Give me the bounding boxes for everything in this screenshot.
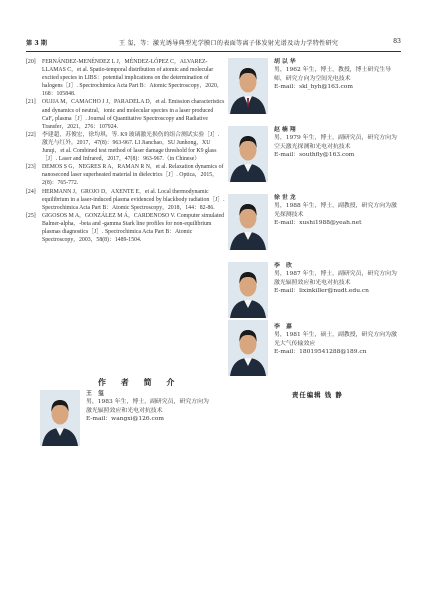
- author-email: E-mail：skl_hyh@163.com: [274, 83, 353, 90]
- author-bio: [274, 126, 402, 159]
- reference-text: OUJJA M，CAMACHO J J，PARADELA D，et al. Emission characteristics and dynamics of neutral，ionic and molecular species in a laser produced CaF₂ plasma［J］. Journal of Quantitative Spectroscopy and Radiative Transfer，2021，276：107924.: [42, 99, 225, 130]
- author-bio: [86, 390, 210, 423]
- reference-number: [24]: [26, 188, 36, 195]
- reference-number: [20]: [26, 59, 36, 65]
- reference-item: [26, 163, 226, 187]
- author-description: 男，1983 年生，博士，副研究员，研究方向为激光辐照效应和光电对抗技术: [86, 399, 209, 414]
- responsible-editor: 责任编辑 钱 静: [292, 391, 343, 399]
- author-photo: [228, 126, 268, 182]
- reference-number: [23]: [26, 164, 36, 171]
- running-head-title: 王 玺，等：激光诱导典型光学膜口的表面等离子体发射光谱及动力学特性研究: [118, 40, 339, 47]
- author-photo: [228, 262, 268, 318]
- author-photo: [40, 390, 80, 446]
- author-description: 男，1988 年生，博士，副教授，研究方向为激光探测技术: [274, 203, 397, 218]
- author-name: 徐世龙: [274, 194, 298, 201]
- reference-item: [26, 131, 226, 163]
- author-name: 王 玺: [86, 390, 106, 397]
- author-email: E-mail：18019541288@189.cn: [274, 348, 367, 355]
- author-bio: [274, 323, 402, 356]
- author-description: 男，1987 年生，博士，副研究员，研究方向为激光辐照效应和光电对抗技术: [274, 271, 397, 286]
- author-photo: [228, 320, 268, 376]
- reference-list: [26, 58, 226, 244]
- author-email: E-mail：xushi1988@yeah.net: [274, 219, 362, 226]
- author-email: E-mail：southfly@163.com: [274, 151, 355, 158]
- author-name: 赵楠翔: [274, 126, 298, 133]
- author-description: 男，1981 年生，硕士，副教授，研究方向为激光大气传输效应: [274, 332, 397, 347]
- reference-text: GIGOSOS M A，GONZÁLEZ M Á，CARDENOSO V. Computer simulated Balmer-alpha，-beta and -gamma Stark line profiles for non-equilibrium plasmas diagnostics［J］. Spectrochimica Acta Part B：Atomic Spectroscopy，2003，58(8)：1489-1504.: [42, 212, 225, 244]
- portrait-photo-icon: [228, 262, 268, 318]
- reference-item: [26, 188, 226, 212]
- reference-text: 李建超，苏俊宏，徐均琪，等. K9 玻璃激光损伤的组合测试实验［J］. 激光与红外，2017，47(8)：963-967. LI Jianchao，SU Junhong，XU Junqi，et al. Combined test method of laser damage threshold for K9 glass［J］. Laser and Infrared，2017，47(8)：963-967.（in Chinese）: [42, 131, 220, 163]
- author-photo: [228, 58, 268, 114]
- header-rule: [26, 51, 401, 52]
- author-photo: [228, 194, 268, 250]
- page-number: 83: [393, 38, 401, 45]
- author-description: 男，1962 年生，博士，教授，博士研究生导师，研究方向为空间光电技术: [274, 67, 392, 82]
- portrait-photo-icon: [228, 126, 268, 182]
- reference-number: [21]: [26, 99, 36, 106]
- author-email: E-mail：wangxi@126.com: [86, 415, 164, 422]
- reference-item: [26, 58, 226, 98]
- reference-text: HERMANN J，GROJO D，AXENTE E，et al. Local thermodynamic equilibrium in a laser-induced plasma evidenced by blackbody radiation［J］. Spectrochimica Acta Part B：Atomic Spectroscopy，2018，144：82-86.: [42, 188, 225, 211]
- reference-number: [25]: [26, 212, 36, 219]
- running-header: [26, 37, 401, 49]
- reference-item: [26, 98, 226, 130]
- portrait-photo-icon: [228, 194, 268, 250]
- author-bio: [274, 194, 402, 227]
- author-name: 李 嘉: [274, 323, 294, 330]
- reference-text: DEMOS S G，NEGRES R A，RAMAN R N，et al. Relaxation dynamics of nanosecond laser superheated material in dielectrics［J］. Optica，2015，2(8)：765-772.: [42, 164, 224, 187]
- author-name: 胡以华: [274, 58, 298, 65]
- portrait-photo-icon: [40, 390, 80, 446]
- author-profile-heading: 作 者 简 介: [98, 377, 181, 387]
- reference-text: FERNÁNDEZ-MENÉNDEZ L J，MÉNDEZ-LÓPEZ C，ALVAREZ-LLAMAS C，et al. Spatio-temporal distribution of atomic and molecular excited species in LIBS：potential implications on the determination of halogens［J］. Spectrochimica Acta Part B：Atomic Spectroscopy，2020，168：105848.: [42, 59, 223, 98]
- portrait-photo-icon: [228, 58, 268, 114]
- reference-number: [22]: [26, 131, 36, 138]
- author-bio: [274, 58, 402, 91]
- author-bio: [274, 262, 402, 295]
- reference-item: [26, 212, 226, 244]
- portrait-photo-icon: [228, 320, 268, 376]
- author-description: 男，1979 年生，博士，副研究员，研究方向为空天激光探测和光电对抗技术: [274, 135, 397, 150]
- author-email: E-mail：lixinkiller@nudt.edu.cn: [274, 287, 369, 294]
- issue-number: 第 3 期: [26, 40, 47, 47]
- author-name: 李 欣: [274, 262, 294, 269]
